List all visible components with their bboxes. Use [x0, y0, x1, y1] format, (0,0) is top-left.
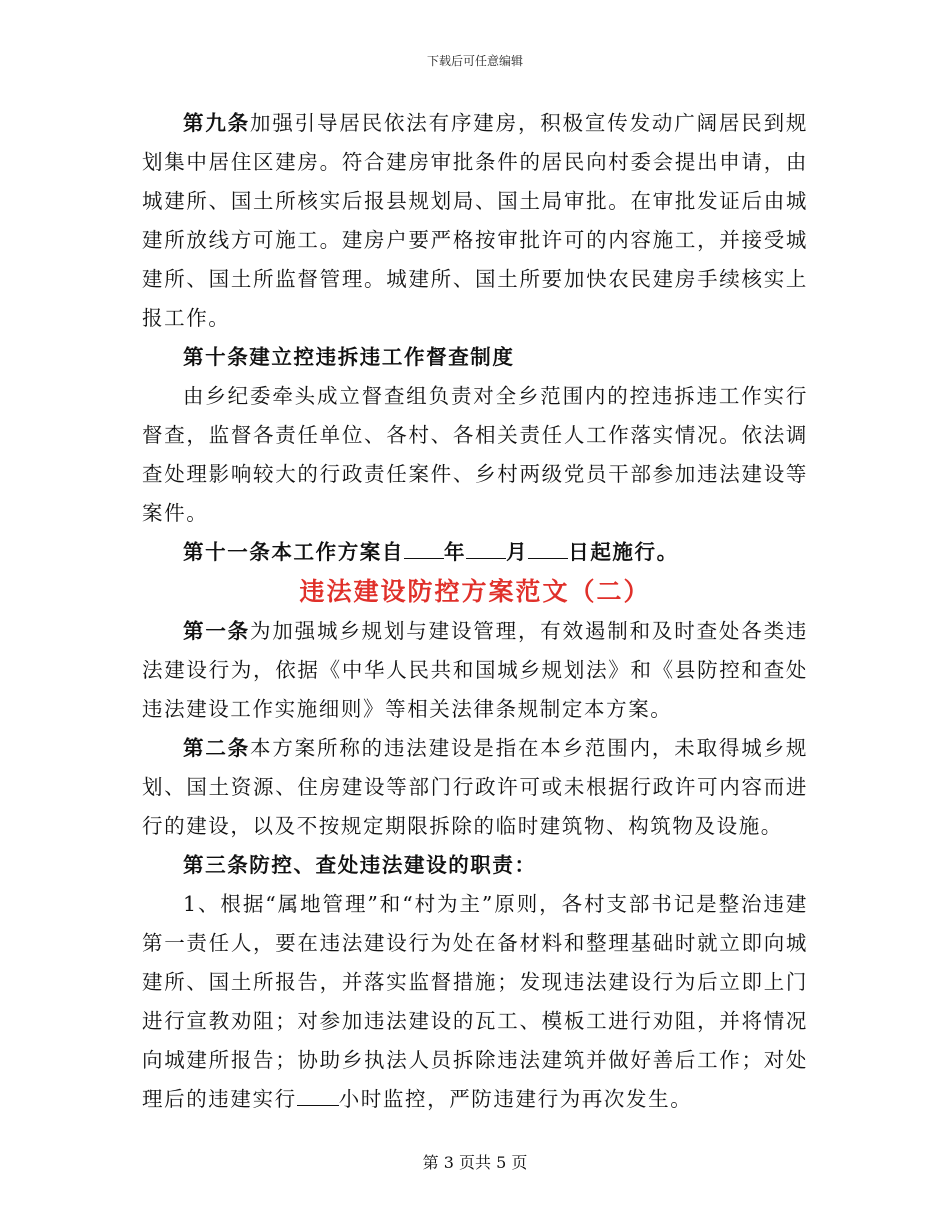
blank-month	[466, 540, 506, 559]
duty-item-1-text2: 小时监控，严防违建行为再次发生。	[338, 1087, 693, 1111]
duty-item-1-text1: 1、根据“属地管理”和“村为主”原则，各村支部书记是整治违建第一责任人，要在违法建设行为处在备材料和整理基础时就立即向城建所、国土所报告，并落实监督措施；发现违法建设行为后立即上门进行宣教劝阻；对参加违法建设的瓦工、模板工进行劝阻，并将情况向城建所报告；协助乡执法人员拆除违法建筑并做好善后工作；对处理后的违建实行	[142, 892, 808, 1111]
article-11-part4: 日起施行。	[568, 540, 679, 564]
clause-1	[142, 612, 808, 729]
article-11	[142, 533, 808, 572]
article-9-text: 加强引导居民依法有序建房，积极宣传发动广阔居民到规划集中居住区建房。符合建房审批条件的居民向村委会提出申请，由城建所、国土所核实后报县规划局、国土局审批。在审批发证后由城建所放线方可施工。建房户要严格按审批许可的内容施工，并接受城建所、国土所监督管理。城建所、国土所要加快农民建房手续核实上报工作。	[142, 111, 808, 330]
article-10-heading: 第十条建立控违拆违工作督查制度	[183, 345, 515, 369]
blank-year	[404, 540, 444, 559]
clause-1-label: 第一条	[183, 619, 250, 643]
article-9-label: 第九条	[183, 111, 250, 135]
blank-day	[528, 540, 568, 559]
section-title: 违法建设防控方案范文（二）	[299, 577, 651, 606]
document-body	[142, 104, 808, 1119]
clause-2-text: 本方案所称的违法建设是指在本乡范围内，未取得城乡规划、国土资源、住房建设等部门行政许可或未根据行政许可内容而进行的建设，以及不按规定期限拆除的临时建筑物、构筑物及设施。	[142, 736, 808, 838]
clause-2-label: 第二条	[183, 736, 250, 760]
article-9	[142, 104, 808, 338]
page-header: 下载后可任意编辑	[426, 54, 523, 68]
blank-hours	[297, 1087, 339, 1106]
clause-1-text: 为加强城乡规划与建设管理，有效遏制和及时查处各类违法建设行为，依据《中华人民共和国城乡规划法》和《县防控和查处违法建设工作实施细则》等相关法律条规制定本方案。	[142, 619, 808, 721]
article-11-part1: 第十一条本工作方案自	[183, 540, 404, 564]
article-11-part3: 月	[506, 540, 529, 564]
article-10-text: 由乡纪委牵头成立督查组负责对全乡范围内的控违拆违工作实行督查，监督各责任单位、各村、各相关责任人工作落实情况。依法调查处理影响较大的行政责任案件、乡村两级党员干部参加违法建设等案件。	[142, 384, 808, 525]
page-footer: 第 3 页共 5 页	[422, 1153, 528, 1172]
clause-2	[142, 729, 808, 846]
clause-3-heading: 第三条防控、查处违法建设的职责：	[183, 853, 537, 877]
duty-item-1	[142, 885, 808, 1119]
article-11-part2: 年	[444, 540, 467, 564]
